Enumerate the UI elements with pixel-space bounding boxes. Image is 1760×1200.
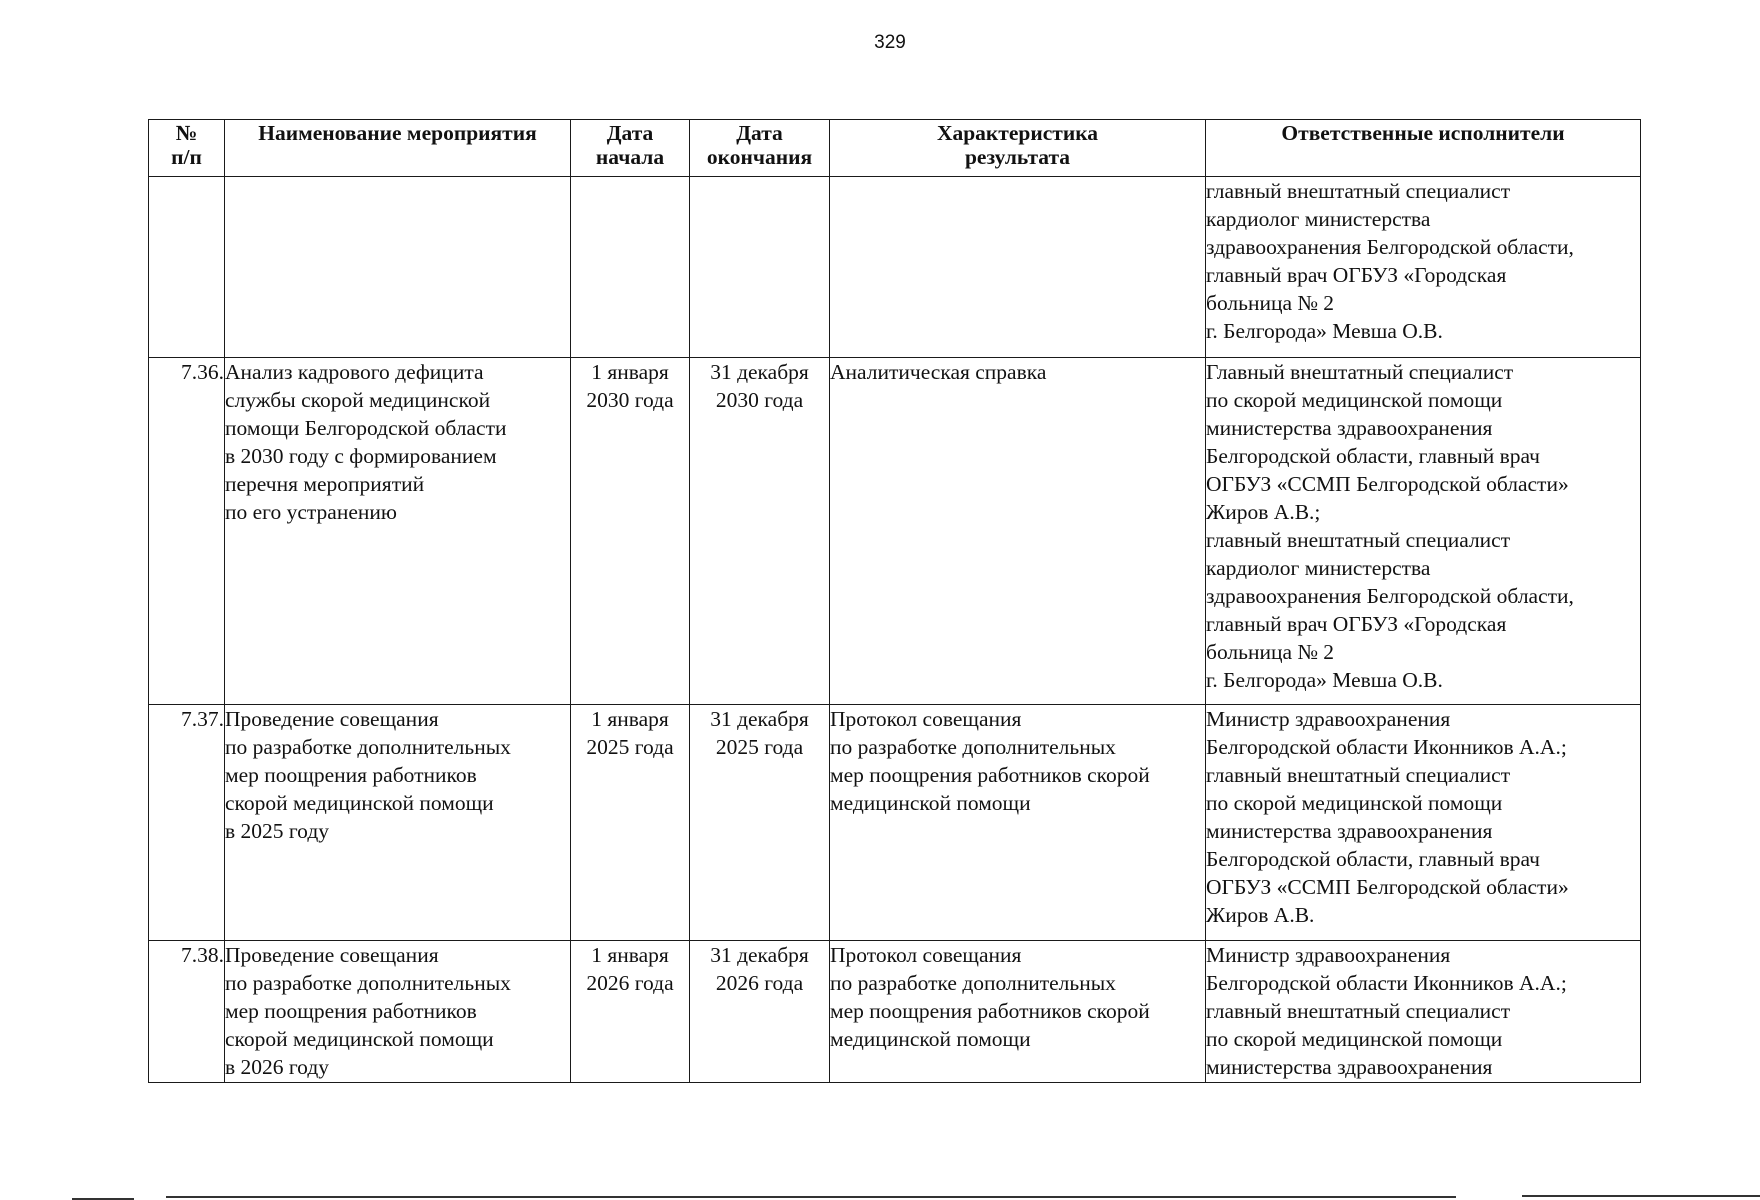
cell-line: по разработке дополнительных [830, 971, 1116, 995]
result-description [830, 705, 1206, 941]
cell-line: 31 декабря [710, 943, 809, 967]
table-body [149, 177, 1641, 1083]
header-end-date [690, 120, 830, 177]
cell-line: 1 января [591, 943, 669, 967]
cell-line: 31 декабря [710, 707, 809, 731]
header-num [149, 120, 225, 177]
cell-line: Белгородской области Иконников А.А.; [1206, 735, 1567, 759]
cell-line: в 2026 году [225, 1055, 330, 1079]
responsible-persons [1206, 177, 1641, 358]
cell-line: начала [595, 145, 665, 169]
activity-name [225, 358, 571, 705]
cell-line: мер поощрения работников [225, 763, 477, 787]
cell-line: перечня мероприятий [225, 472, 425, 496]
cell-line: здравоохранения Белгородской области, [1206, 584, 1574, 608]
cell-line: Белгородской области Иконников А.А.; [1206, 971, 1567, 995]
row-number [149, 177, 225, 358]
cell-line: в 2025 году [225, 819, 330, 843]
cell-line: ОГБУЗ «ССМП Белгородской области» [1206, 875, 1569, 899]
cell-line: главный врач ОГБУЗ «Городская [1206, 263, 1507, 287]
activities-table [148, 119, 1641, 1083]
result-description [830, 941, 1206, 1083]
cell-line: главный внештатный специалист [1206, 999, 1511, 1023]
table-row [149, 941, 1641, 1083]
cell-line: № [175, 121, 198, 145]
scan-edge-line-right [1522, 1195, 1760, 1197]
cell-line: Протокол совещания [830, 707, 1022, 731]
activity-name [225, 941, 571, 1083]
cell-line: медицинской помощи [830, 791, 1031, 815]
cell-line: п/п [171, 145, 202, 169]
cell-line: Дата [736, 121, 783, 145]
cell-line: в 2030 году с формированием [225, 444, 497, 468]
header-row [149, 120, 1641, 177]
cell-line: Анализ кадрового дефицита [225, 360, 484, 384]
activity-name [225, 177, 571, 358]
cell-line: результата [964, 145, 1071, 169]
cell-line: Белгородской области, главный врач [1206, 444, 1540, 468]
cell-line: медицинской помощи [830, 1027, 1031, 1051]
result-description [830, 177, 1206, 358]
activity-name [225, 705, 571, 941]
cell-line: здравоохранения Белгородской области, [1206, 235, 1574, 259]
cell-line: министерства здравоохранения [1206, 416, 1493, 440]
cell-line: г. Белгорода» Мевша О.В. [1206, 319, 1443, 343]
scan-edge-line-middle [166, 1196, 1456, 1198]
cell-line: по его устранению [225, 500, 397, 524]
table-header [149, 120, 1641, 177]
cell-line: Белгородской области, главный врач [1206, 847, 1540, 871]
end-date [690, 177, 830, 358]
cell-line: Характеристика [936, 121, 1099, 145]
cell-line: 1 января [591, 707, 669, 731]
cell-line: мер поощрения работников скорой [830, 763, 1150, 787]
cell-line: службы скорой медицинской [225, 388, 491, 412]
start-date [571, 941, 690, 1083]
row-number: 7.38. [149, 941, 225, 1083]
header-start-date [571, 120, 690, 177]
cell-line: Главный внештатный специалист [1206, 360, 1514, 384]
header-result [830, 120, 1206, 177]
cell-line: Протокол совещания [830, 943, 1022, 967]
header-responsible [1206, 120, 1641, 177]
header-name [225, 120, 571, 177]
cell-line: главный внештатный специалист [1206, 763, 1511, 787]
table-row [149, 177, 1641, 358]
cell-line: окончания [706, 145, 813, 169]
cell-line: по разработке дополнительных [830, 735, 1116, 759]
cell-line: Жиров А.В.; [1206, 500, 1321, 524]
cell-line: 1 января [591, 360, 669, 384]
cell-line: Аналитическая справка [830, 360, 1047, 384]
cell-line: по разработке дополнительных [225, 971, 511, 995]
cell-line: мер поощрения работников скорой [830, 999, 1150, 1023]
result-description [830, 358, 1206, 705]
cell-line: министерства здравоохранения [1206, 819, 1493, 843]
cell-line: кардиолог министерства [1206, 556, 1431, 580]
responsible-persons [1206, 705, 1641, 941]
cell-line: по скорой медицинской помощи [1206, 388, 1503, 412]
cell-line: главный врач ОГБУЗ «Городская [1206, 612, 1507, 636]
cell-line: больница № 2 [1206, 640, 1335, 664]
cell-line: по скорой медицинской помощи [1206, 791, 1503, 815]
cell-line: Министр здравоохранения [1206, 707, 1451, 731]
responsible-persons [1206, 941, 1641, 1083]
cell-line: 2025 года [715, 735, 804, 759]
row-number: 7.36. [149, 358, 225, 705]
cell-line: главный внештатный специалист [1206, 179, 1511, 203]
cell-line: Жиров А.В. [1206, 903, 1315, 927]
cell-line: г. Белгорода» Мевша О.В. [1206, 668, 1443, 692]
cell-line: 2026 года [715, 971, 804, 995]
row-number: 7.37. [149, 705, 225, 941]
responsible-persons [1206, 358, 1641, 705]
end-date [690, 705, 830, 941]
table-row [149, 358, 1641, 705]
cell-line: по разработке дополнительных [225, 735, 511, 759]
cell-line: министерства здравоохранения [1206, 1055, 1493, 1079]
page-number: 329 [874, 32, 906, 53]
cell-line: 31 декабря [710, 360, 809, 384]
end-date [690, 941, 830, 1083]
cell-line: кардиолог министерства [1206, 207, 1431, 231]
cell-line: Проведение совещания [225, 707, 439, 731]
cell-line: Наименование мероприятия [258, 121, 537, 145]
cell-line: 2025 года [586, 735, 674, 759]
cell-line: больница № 2 [1206, 291, 1335, 315]
cell-line: 2026 года [586, 971, 674, 995]
cell-line: мер поощрения работников [225, 999, 477, 1023]
cell-line: Ответственные исполнители [1281, 121, 1565, 145]
start-date [571, 705, 690, 941]
cell-line: главный внештатный специалист [1206, 528, 1511, 552]
cell-line: скорой медицинской помощи [225, 791, 494, 815]
cell-line: Проведение совещания [225, 943, 439, 967]
cell-line: 2030 года [715, 388, 804, 412]
cell-line: скорой медицинской помощи [225, 1027, 494, 1051]
end-date [690, 358, 830, 705]
cell-line: Министр здравоохранения [1206, 943, 1451, 967]
start-date [571, 358, 690, 705]
cell-line: помощи Белгородской области [225, 416, 507, 440]
cell-line: по скорой медицинской помощи [1206, 1027, 1503, 1051]
cell-line: ОГБУЗ «ССМП Белгородской области» [1206, 472, 1569, 496]
cell-line: Дата [606, 121, 654, 145]
cell-line: 2030 года [586, 388, 674, 412]
start-date [571, 177, 690, 358]
table-row [149, 705, 1641, 941]
